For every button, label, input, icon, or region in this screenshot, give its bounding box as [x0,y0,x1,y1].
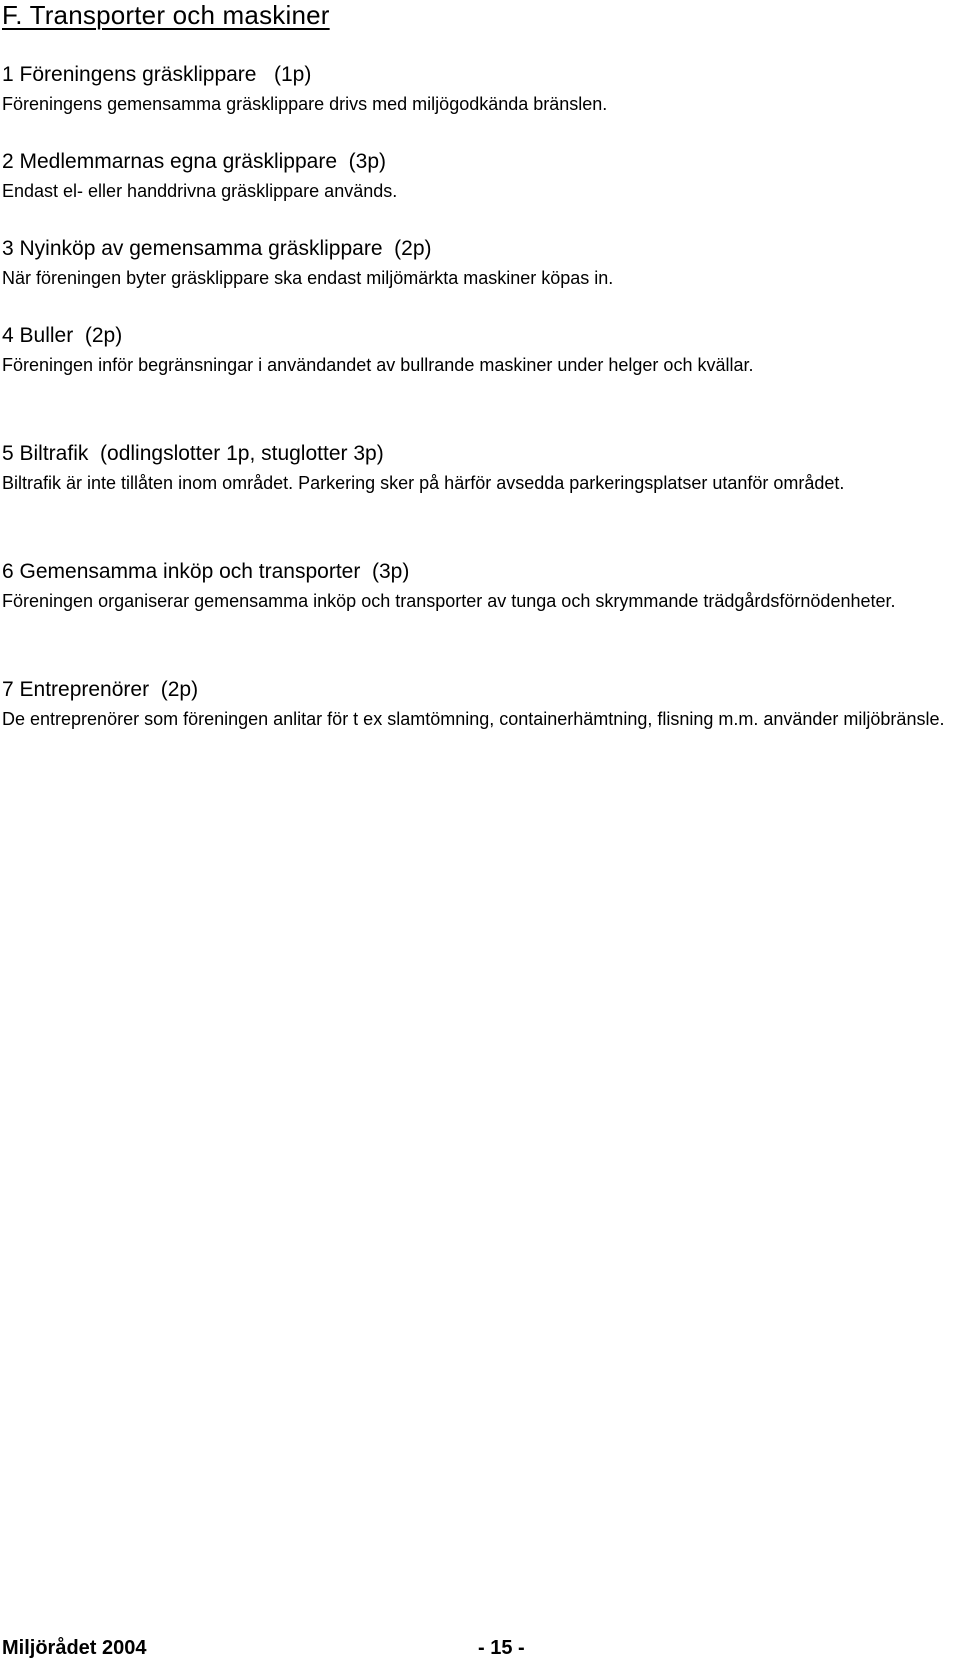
section-body: Föreningen organiserar gemensamma inköp och transporter av tunga och skrymmande trädgårdsförnödenheter. [2,591,896,611]
page-title: F. Transporter och maskiner [2,0,330,30]
section-5 [2,441,952,498]
section-body: De entreprenörer som föreningen anlitar för t ex slamtömning, containerhämtning, flisning m.m. använder miljöbränsle. [2,709,945,729]
section-body: Föreningen inför begränsningar i användandet av bullrande maskiner under helger och kvällar. [2,355,754,375]
section-body: Biltrafik är inte tillåten inom området. Parkering sker på härför avsedda parkeringsplatser utanför området. [2,473,845,493]
section-heading: 4 Buller (2p) [2,324,123,347]
section-4 [2,323,952,380]
section-7 [2,677,952,734]
section-heading: 2 Medlemmarnas egna gräsklippare (3p) [2,150,387,173]
section-heading: 3 Nyinköp av gemensamma gräsklippare (2p) [2,237,432,260]
section-2 [2,149,952,206]
section-heading: 1 Föreningens gräsklippare (1p) [2,63,312,86]
section-heading: 6 Gemensamma inköp och transporter (3p) [2,560,410,583]
section-heading: 7 Entreprenörer (2p) [2,678,199,701]
section-body: Endast el- eller handdrivna gräsklippare används. [2,181,398,201]
section-6 [2,559,952,616]
section-3 [2,236,952,293]
section-body: Föreningens gemensamma gräsklippare drivs med miljögodkända bränslen. [2,94,608,114]
footer-text: Miljörådet 2004 [2,1637,147,1659]
page-number: - 15 - [478,1637,525,1659]
section-body: När föreningen byter gräsklippare ska endast miljömärkta maskiner köpas in. [2,268,614,288]
section-1 [2,62,952,119]
section-heading: 5 Biltrafik (odlingslotter 1p, stuglotter 3p) [2,442,384,465]
